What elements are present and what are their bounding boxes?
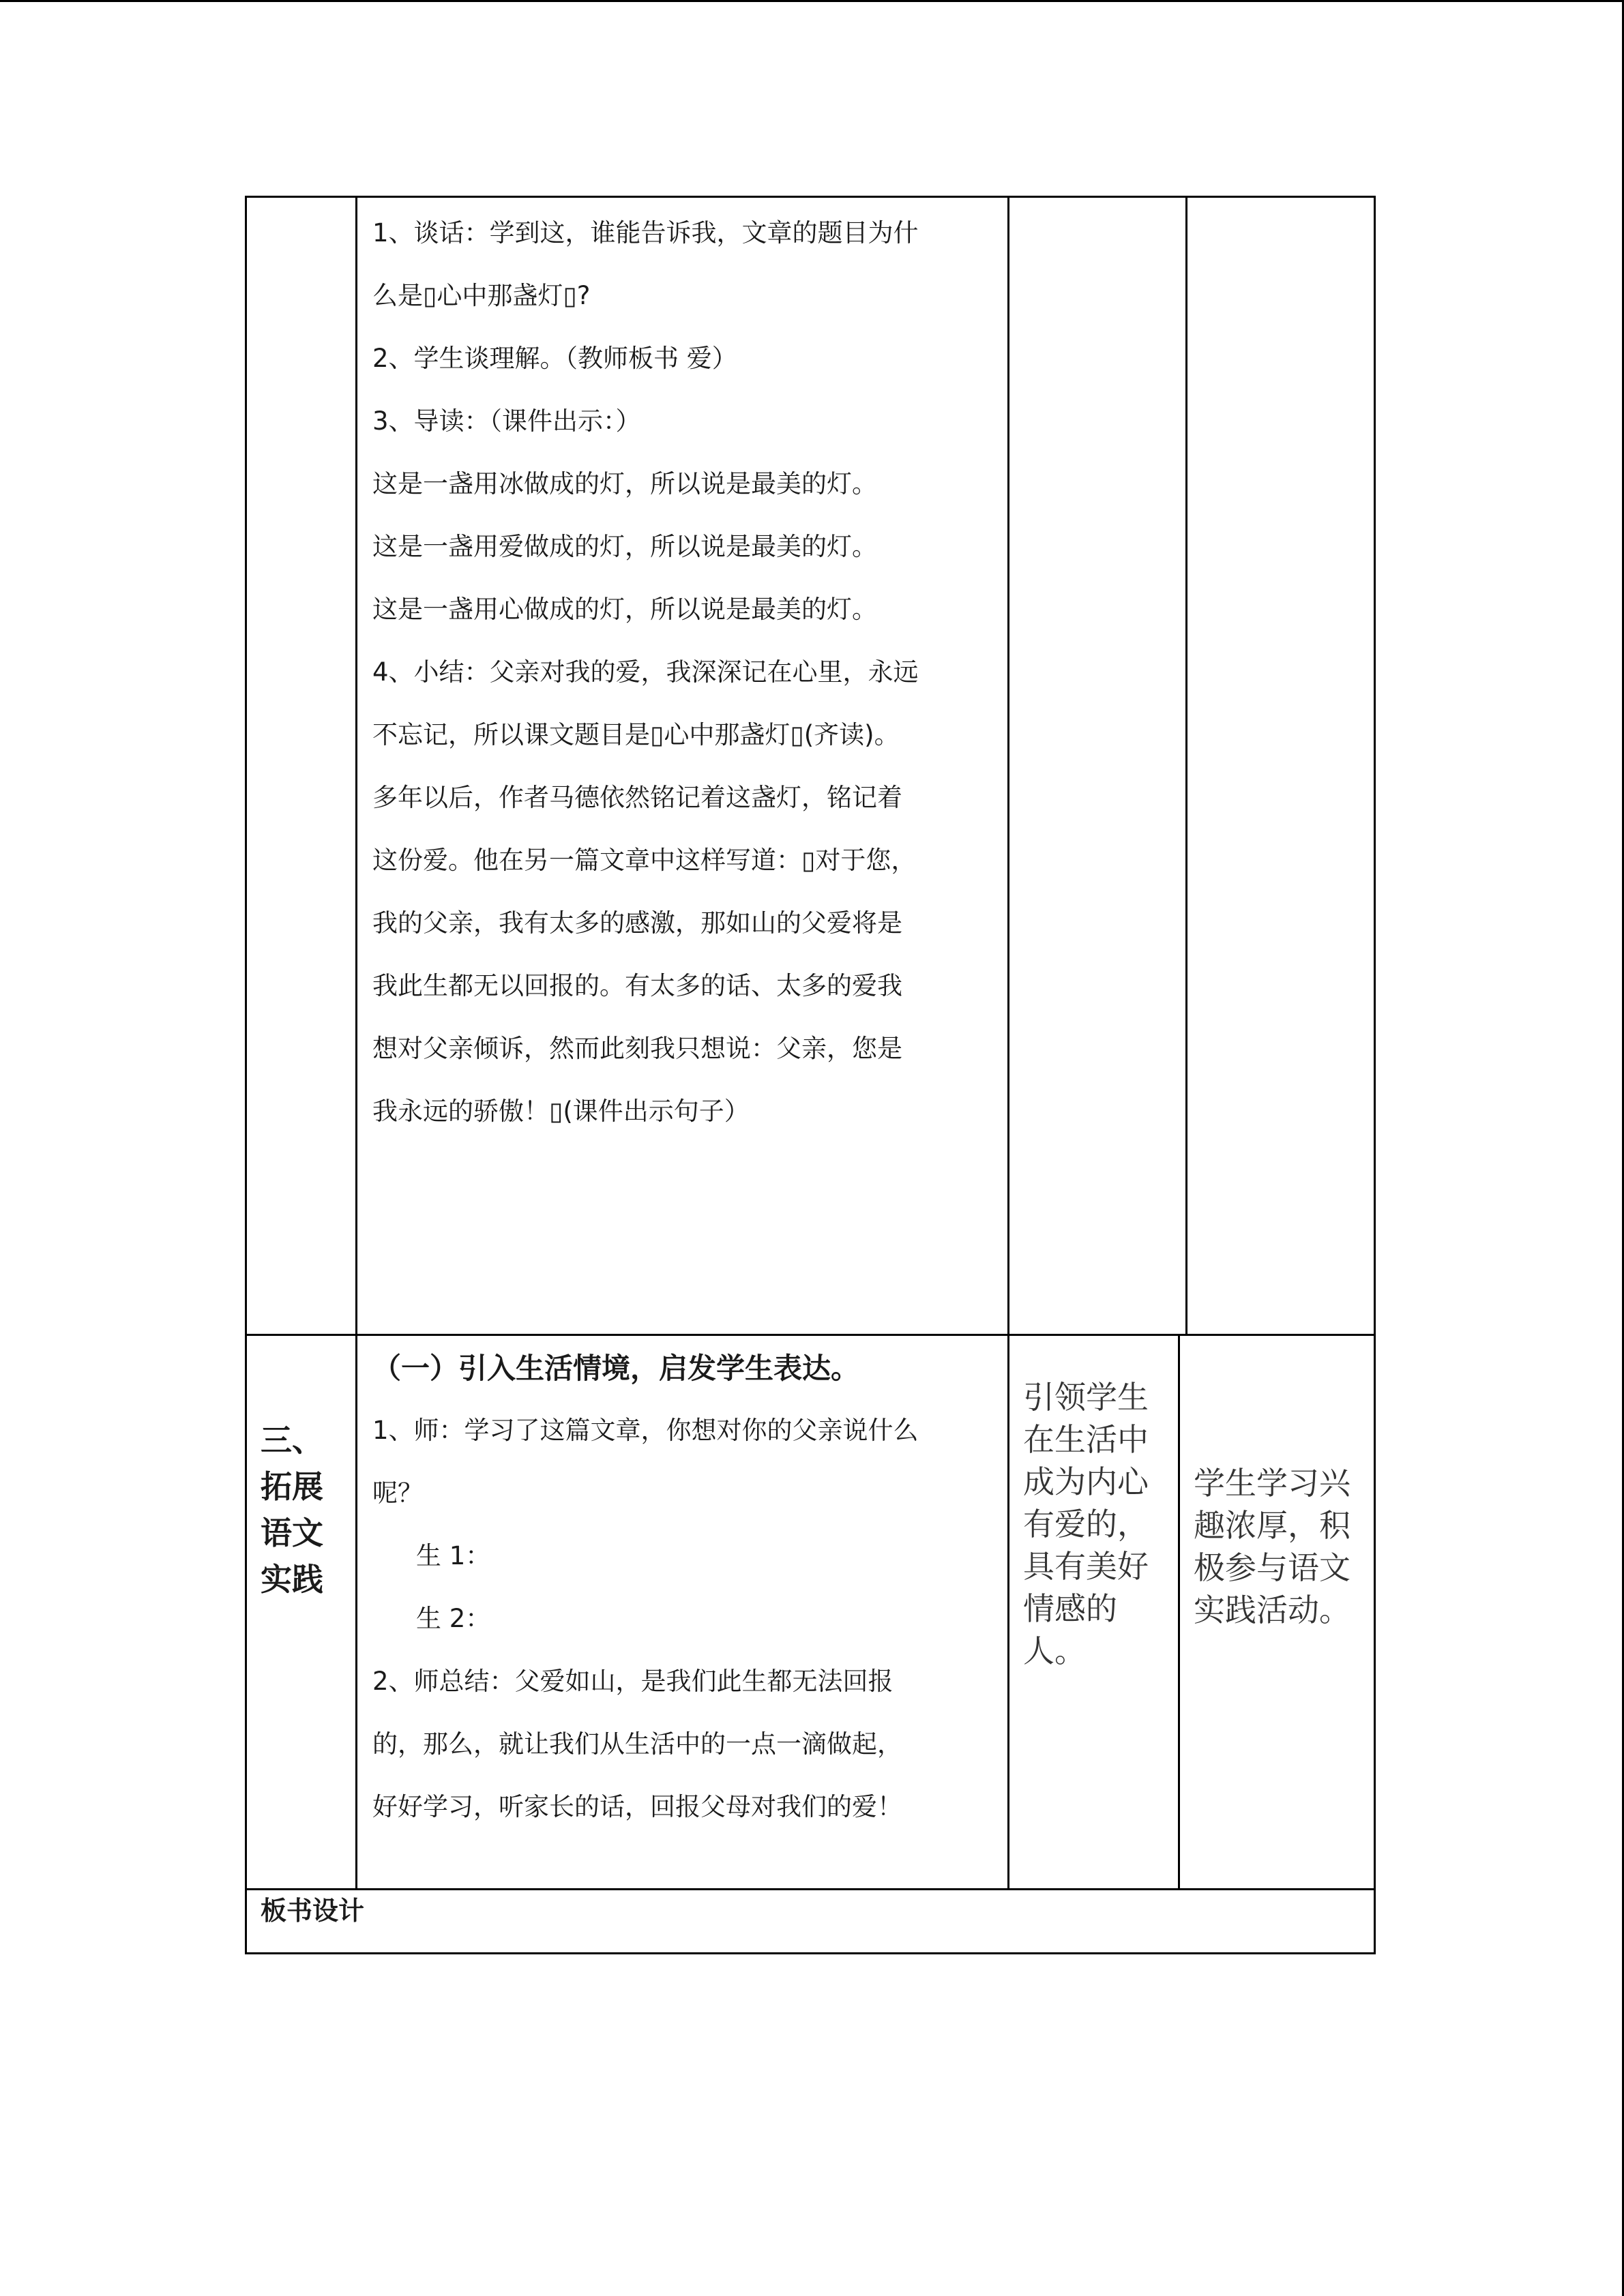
- intent-line: 人。: [1023, 1632, 1086, 1669]
- text-line: 1、师：学习了这篇文章，你想对你的父亲说什么: [372, 1416, 919, 1445]
- text-line: 3、导读：（课件出示：）: [372, 406, 641, 436]
- text-line: 想对父亲倾诉，然而此刻我只想说：父亲，您是: [372, 1034, 902, 1063]
- text-line: 这是一盏用爱做成的灯，所以说是最美的灯。: [372, 532, 877, 561]
- effect-cell: [1194, 1462, 1370, 1631]
- section3-process-cell: [372, 1338, 1000, 1838]
- text-line: 这是一盏用冰做成的灯，所以说是最美的灯。: [372, 469, 877, 498]
- table-border-top: [245, 196, 1376, 198]
- table-border-right: [1374, 196, 1376, 1954]
- effect-line: 趣浓厚，积: [1194, 1507, 1350, 1544]
- text-line: 这是一盏用心做成的灯，所以说是最美的灯。: [372, 595, 877, 624]
- text-line: 多年以后，作者马德依然铭记着这盏灯，铭记着: [372, 783, 902, 812]
- effect-line: 实践活动。: [1194, 1592, 1350, 1628]
- section3-label: [261, 1417, 349, 1602]
- effect-line: 学生学习兴: [1194, 1465, 1350, 1502]
- top-border: [0, 0, 1624, 2]
- text-line: 1、谈话：学到这，谁能告诉我，文章的题目为什: [372, 218, 919, 248]
- board-design-label: 板书设计: [261, 1896, 365, 1926]
- text-line: 2、学生谈理解。（教师板书 爱）: [372, 344, 737, 373]
- col-divider-2: [1007, 196, 1009, 1890]
- design-intent-cell: [1023, 1376, 1173, 1672]
- section-label-line: 实践: [261, 1561, 323, 1598]
- text-line: 好好学习，听家长的话，回报父母对我们的爱！: [372, 1792, 902, 1821]
- col-divider-3-lower: [1178, 1334, 1180, 1890]
- text-line: 2、师总结：父爱如山，是我们此生都无法回报: [372, 1667, 894, 1696]
- section-label-line: 三、: [261, 1422, 323, 1459]
- text-line: 4、小结：父亲对我的爱，我深深记在心里，永远: [372, 657, 919, 687]
- text-line: 我的父亲，我有太多的感激，那如山的父爱将是: [372, 908, 902, 938]
- text-line: 不忘记，所以课文题目是▯心中那盏灯▯(齐读)。: [372, 720, 900, 749]
- intent-line: 成为内心: [1023, 1463, 1149, 1500]
- text-line: 生 1：: [416, 1541, 491, 1570]
- text-line: 这份爱。他在另一篇文章中这样写道：▯对于您，: [372, 846, 917, 875]
- text-line: 我此生都无以回报的。有太多的话、太多的爱我: [372, 971, 902, 1000]
- table-border-left: [245, 196, 247, 1954]
- text-line: 的，那么，就让我们从生活中的一点一滴做起，: [372, 1729, 902, 1759]
- intent-line: 在生活中: [1023, 1421, 1149, 1458]
- row-divider-2: [245, 1888, 1376, 1890]
- section2-process-cell: [372, 202, 1000, 1143]
- intent-line: 具有美好: [1023, 1548, 1149, 1585]
- text-line: 么是▯心中那盏灯▯?: [372, 281, 591, 310]
- section-label-line: 拓展: [261, 1468, 323, 1505]
- table-border-bottom: [245, 1952, 1376, 1954]
- section-label-line: 语文: [261, 1515, 323, 1551]
- row-divider-1: [245, 1334, 1376, 1336]
- text-line: 生 2：: [416, 1604, 491, 1633]
- intent-line: 情感的: [1023, 1590, 1117, 1627]
- col-divider-3-upper: [1185, 196, 1187, 1336]
- effect-line: 极参与语文: [1194, 1549, 1350, 1586]
- intent-line: 引领学生: [1023, 1379, 1149, 1416]
- section-heading: （一）引入生活情境，启发学生表达。: [372, 1352, 860, 1385]
- col-divider-1: [355, 196, 357, 1890]
- text-line: 我永远的骄傲！▯(课件出示句子）: [372, 1097, 750, 1126]
- intent-line: 有爱的，: [1023, 1506, 1149, 1542]
- text-line: 呢？: [372, 1478, 423, 1508]
